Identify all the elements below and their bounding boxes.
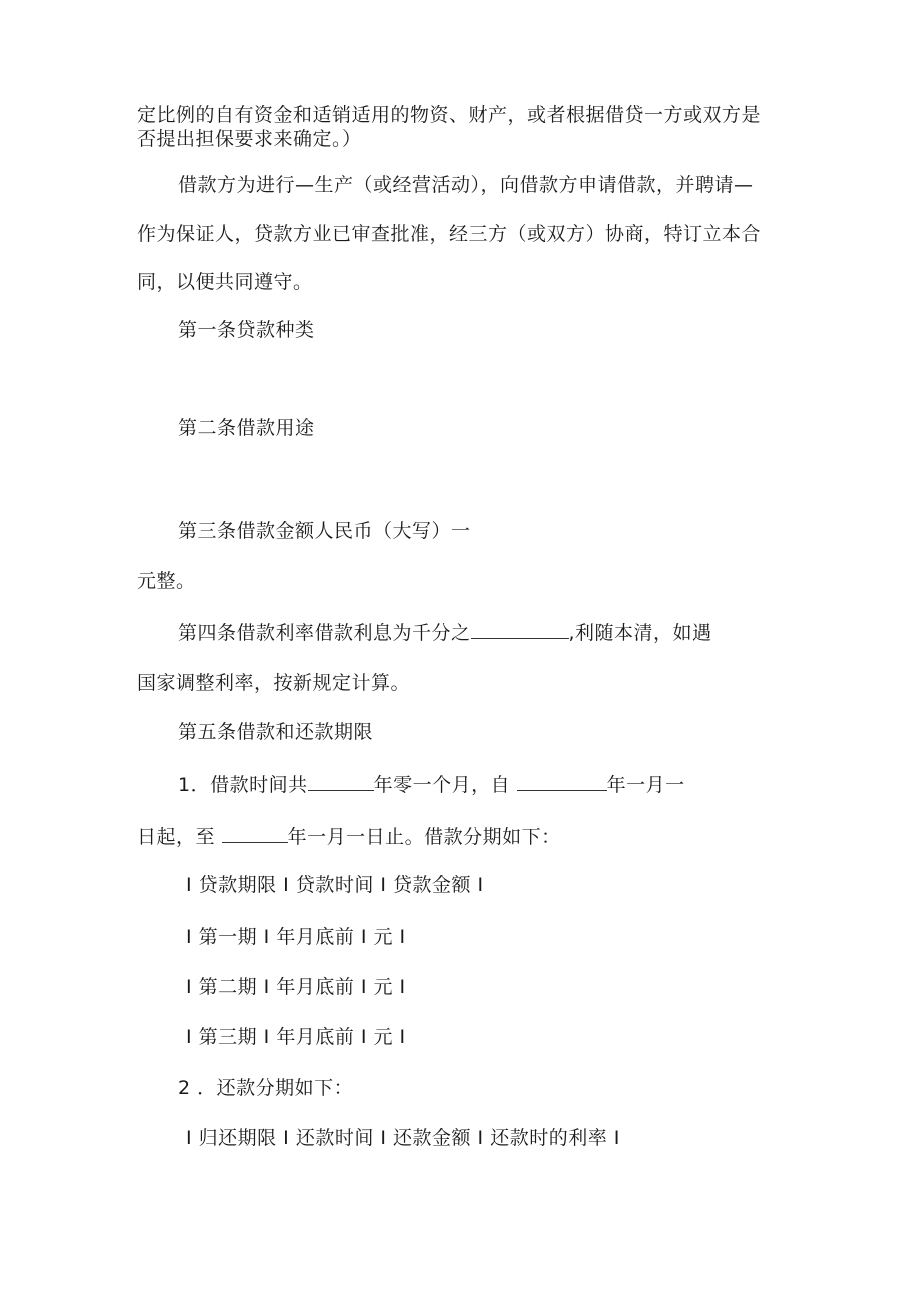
table-row: I 第一期 I 年月底前 I 元 I bbox=[186, 926, 406, 948]
table-row: I 归还期限 I 还款时间 I 还款金额 I 还款时的利率 I bbox=[186, 1127, 620, 1149]
clause-item bbox=[137, 824, 561, 849]
article-text: ,利随本清，如遇 bbox=[568, 622, 712, 644]
contract-text-line: 否提出担保要求来确定。） bbox=[137, 128, 362, 150]
article-heading: 第一条贷款种类 bbox=[178, 319, 315, 341]
fill-blank bbox=[471, 620, 569, 639]
table-row: I 第二期 I 年月底前 I 元 I bbox=[186, 976, 406, 998]
article-heading: 第二条借款用途 bbox=[178, 417, 315, 439]
article-heading: 第三条借款金额人民币（大写）一 bbox=[178, 520, 471, 542]
table-row: I 贷款期限 I 贷款时间 I 贷款金额 I bbox=[186, 874, 484, 896]
contract-text-line: 元整。 bbox=[137, 570, 196, 592]
clause-text: 年一月一 bbox=[606, 774, 685, 796]
fill-blank bbox=[308, 772, 374, 791]
clause-text: 日起，至 bbox=[137, 826, 216, 848]
clause-item bbox=[178, 772, 685, 797]
clause-text: 1．借款时间共 bbox=[178, 774, 308, 796]
table-row: I 第三期 I 年月底前 I 元 I bbox=[186, 1026, 406, 1048]
contract-text-line: 作为保证人，贷款方业已审查批准，经三方（或双方）协商，特订立本合 bbox=[137, 223, 762, 245]
clause-text: 年一月一日止。借款分期如下： bbox=[287, 826, 561, 848]
contract-text-line: 同，以便共同遵守。 bbox=[137, 271, 313, 293]
contract-text-line: 国家调整利率，按新规定计算。 bbox=[137, 672, 411, 694]
article-heading bbox=[178, 620, 712, 645]
clause-item: 2 ．还款分期如下： bbox=[178, 1077, 354, 1099]
fill-blank bbox=[517, 772, 607, 791]
article-text: 第四条借款利率借款利息为千分之 bbox=[178, 622, 471, 644]
article-heading: 第五条借款和还款期限 bbox=[178, 721, 374, 743]
contract-text-line: 定比例的自有资金和适销适用的物资、财产，或者根据借贷一方或双方是 bbox=[137, 104, 762, 126]
fill-blank bbox=[222, 824, 288, 843]
clause-text: 年零一个月，自 bbox=[373, 774, 511, 796]
contract-text-line: 借款方为进行—生产（或经营活动），向借款方申请借款，并聘请— bbox=[178, 174, 754, 196]
